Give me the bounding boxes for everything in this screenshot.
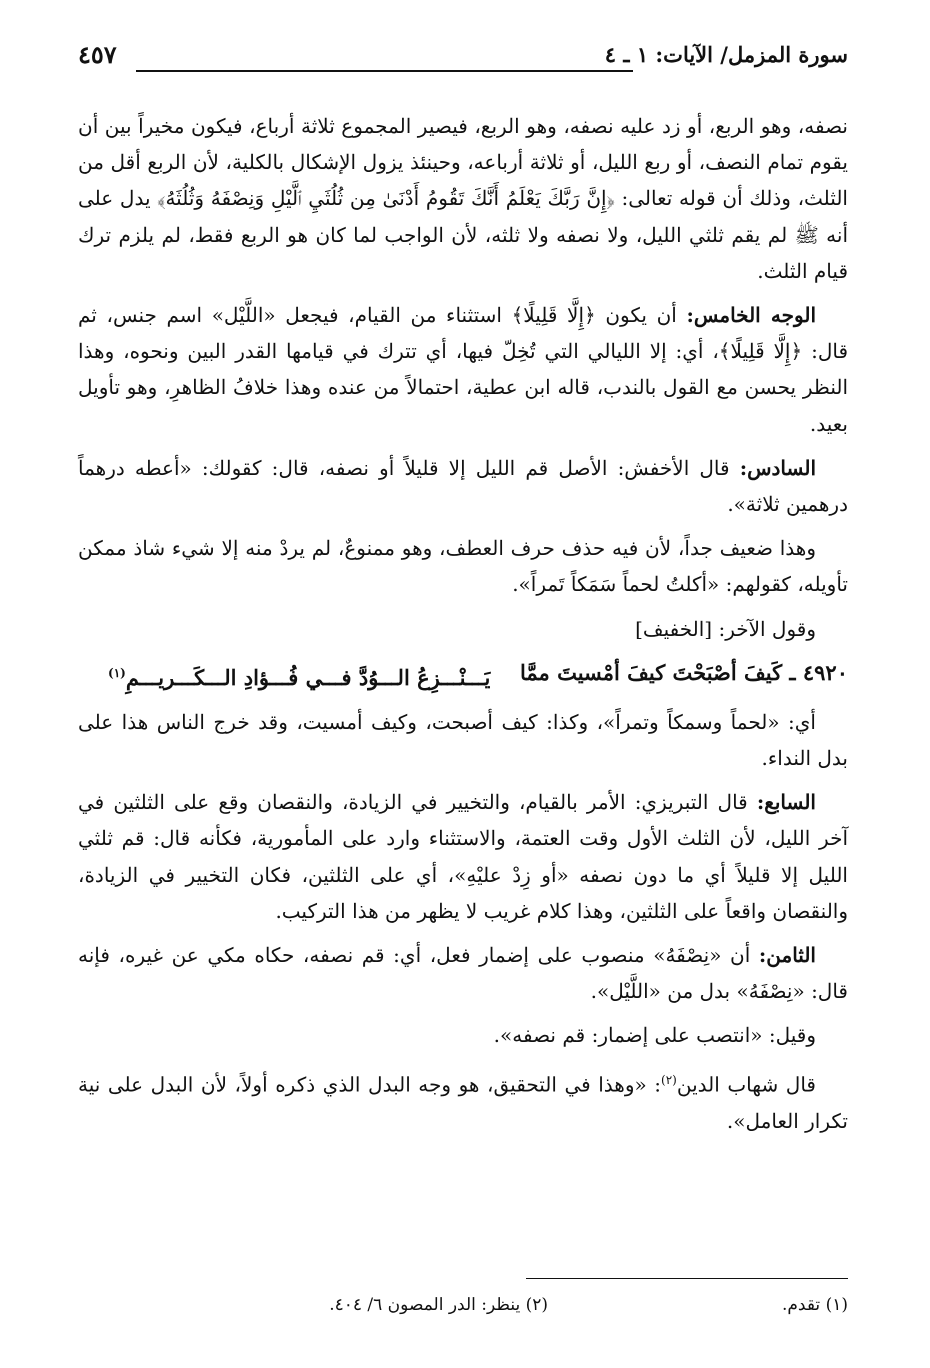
section-lead-fifth: الوجه الخامس: [686,303,817,328]
paragraph-shihab-text-a: قال شهاب الدين [676,1072,816,1097]
paragraph-sixth [78,450,848,522]
paragraph-fifth-view [78,297,848,442]
paragraph-1: نصفه، وهو الربع، أو زد عليه نصفه، وهو الربع، فيصير المجموع ثلاثة أرباع، فيكون مخيراً بين أن يقوم تمام النصف، أو ربع الليل، أو ثلاثة أرباعه، وحينئذ يزول الإشكال بالكلية، لأن الربع أقل من الثلث، وذلك أن قوله تعالى: ﴿إِنَّ رَبَّكَ يَعْلَمُ أَنَّكَ تَقُومُ أَدْنَىٰ مِن ثُلُثَيِ ٱلَّيْلِ وَنِصْفَهُ وَثُلُثَهُ﴾ يدل على أنه ﷺ لم يقم ثلثي الليل، ولا نصفه ولا ثلثه، لأن الواجب لما كان هو الربع فقط، لم يلزم ترك قيام الثلث. [78,114,848,283]
footnote-2: (٢) ينظر: الدر المصون ٦/ ٤٠٤. [329,1295,548,1315]
footnotes [78,1295,848,1321]
paragraph-verse-explanation: أي: «لحماً وسمكاً وتمراً»، وكذا: كيف أصبحت، وكيف أمسيت، وقد خرج الناس هذا على بدل النداء. [78,709,848,771]
paragraph-sixth-text: قال الأخفش: الأصل قم الليل إلا قليلاً أو نصفه، قال: كقولك: «أعطه درهماً درهمين ثلاثة». [78,455,848,517]
paragraph-eighth-text: أن «نِصْفَهُ» منصوب على إضمار فعل، أي: قم نصفه، حكاه مكي عن غيره، فإنه قال: «نِصْفَهُ» بدل من «اللَّيْل». [78,943,848,1004]
paragraph-fifth-text: أن يكون ﴿إِلَّا قَلِيلًا﴾ استثناء من القيام، فيجعل «اللَّيْل» اسم جنس، ثم قال: ﴿إِلَّا قَلِيلًا﴾، أي: إلا الليالي التي تُخِلّ فيها، أي تترك في قيامها القدر البين ونحوه، وهذا النظر يحسن مع القول بالندب، قاله ابن عطية، احتمالاً من عنده وهذا خلافُ الظاهرِ، وهو تأويل بعيد. [78,303,848,436]
paragraph-shihab-al-din [78,1062,848,1139]
paragraph-shihab-text-b: : «وهذا في التحقيق، هو وجه البدل الذي ذكره أولاً، لأن البدل على نية تكرار العامل». [78,1072,848,1133]
footnote-separator [526,1278,848,1279]
page-header [78,38,848,80]
footnote-ref-2: (٢) [661,1072,677,1087]
surah-title: سورة المزمل/ الآيات: ١ ـ ٤ [604,42,848,67]
footnote-1: (١) تقدم. [781,1295,848,1315]
document-page [78,30,848,1340]
paragraph-another-saying: وقيل: «انتصب على إضمار: قم نصفه». [493,1023,816,1048]
footnote-ref-1: (١) [108,665,126,680]
verse-hemistich-2 [108,653,490,698]
poetry-verse [78,653,848,698]
meter-label: وقول الآخر: [الخفيف] [635,616,816,641]
section-lead-sixth: السادس: [739,455,817,480]
verse-hemistich-1: ٤٩٢٠ ـ كَيفَ أصْبَحْتَ كيفَ أمْسيتَ ممَّا [519,659,848,685]
page-number: ٤٥٧ [78,40,117,69]
main-text [78,108,848,1147]
header-rule [136,70,633,72]
paragraph-weak-opinion: وهذا ضعيف جداً، لأن فيه حذف حرف العطف، وهو ممنوعٌ، لم يردْ منه إلا شيء شاذ ممكن تأويله، كقولهم: «أكلتُ لحماً سَمَكاً تَمراً». [78,536,848,597]
verse-hemistich-2-text: يَـــنْـــزِعُ الـــوُدَّ فـــي فُـــؤادِ الـــكَـــريـــمِ [125,664,491,690]
paragraph-seventh [78,784,848,929]
section-lead-seventh: السابع: [756,790,816,815]
paragraph-eighth [78,937,848,1009]
section-lead-eighth: الثامن: [758,943,816,968]
paragraph-seventh-text: قال التبريزي: الأمر بالقيام، والتخيير في الزيادة، والنقصان وقع على الثلثين في آخر الليل، لأن الثلث الأول وقت العتمة، والاستثناء وارد على المأمورية، فكأنه قال: قم ثلثي الليل إلا قليلاً أي ما دون نصفه «أو زِدْ عليْهِ»، أي على الثلثين، فكان التخيير في الزيادة، والنقصان واقعاً على الثلثين، وهذا كلام غريب لا يظهر من هذا التركيب. [78,790,848,923]
